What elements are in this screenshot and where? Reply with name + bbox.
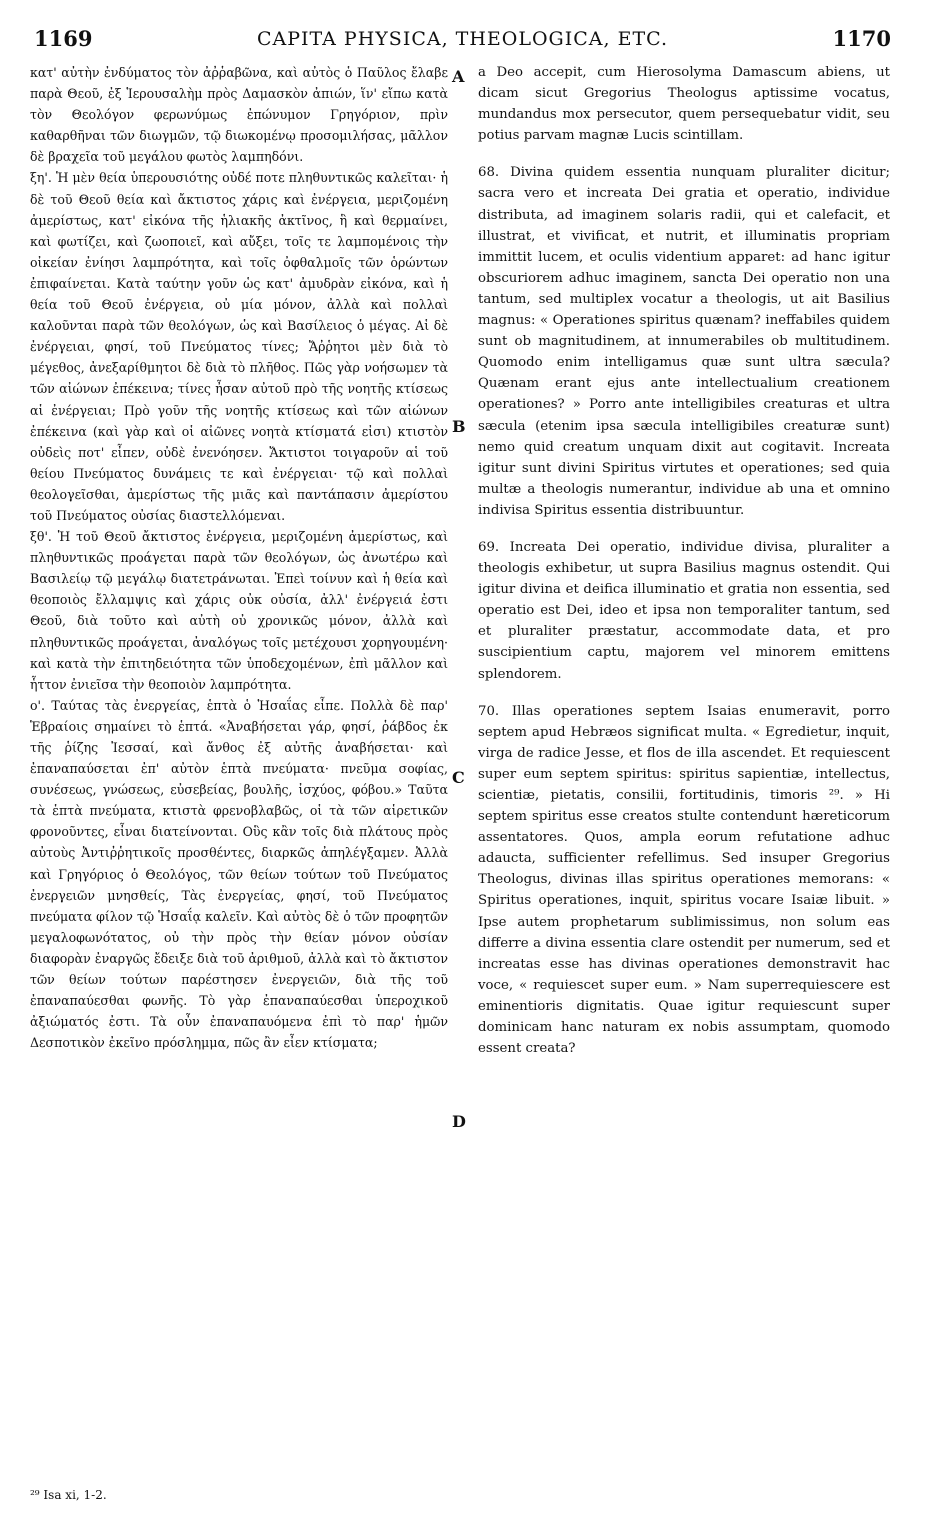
page-number-right: 1170 bbox=[832, 26, 891, 51]
latin-paragraph: a Deo accepit, cum Hierosolyma Damascum abiens, ut dicam sicut Gregorius Theologus aptissime vocatus, mundandus mox persecutor, quem persequebatur vidit, seu potius parvam magnæ Lucis scintillam. bbox=[478, 65, 890, 144]
latin-paragraph: 68. Divina quidem essentia nunquam pluraliter dicitur; sacra vero et increata Dei gratia et operatio, individue distributa, ad imaginem solaris radii, qui et calefacit, et illustrat, et vivificat, et nutrit, et illuminatis propriam immittit lucem, et oculis videntium apparet: ad hanc igitur obscuriorem adhuc imaginem, sancta Dei operatio non una tantum, sed multiplex vocatur a theologis, ut ait Basilius magnus: « Operationes spiritus quænam? ineffabiles quidem sunt ob magnitudinem, at innumerabiles ob multitudinem. Quomodo enim intelligamus quæ sunt ultra sæcula? Quænam erant ejus ante intellectualium creationem operationes? » Porro ante intelligibiles creaturas et ultra sæcula (etenim ipsa sæcula intelligibiles creaturæ sunt) nemo quid creatum unquam dixit aut cogitavit. Increata igitur sunt divini Spiritus virtutes et operationes; sed quia multæ a theologis numerantur, individue ab una et omnino indivisa Spiritus essentia distribuuntur. bbox=[478, 165, 890, 518]
page-number-left: 1169 bbox=[34, 26, 93, 51]
margin-marker-b: B bbox=[452, 417, 466, 436]
margin-marker-d: D bbox=[452, 1112, 466, 1131]
running-title: CAPITA PHYSICA, THEOLOGICA, ETC. bbox=[256, 28, 669, 50]
greek-paragraph: ξη'. Ἡ μὲν θεία ὑπερουσιότης οὐδέ ποτε πληθυντικῶς καλεῖται· ἡ δὲ τοῦ Θεοῦ θεία καὶ ἄκτιστος χάρις καὶ ἐνέργεια, μεριζομένη ἀμερίστως, κατ' εἰκόνα τῆς ἡλιακῆς ἀκτῖνος, ἣ καὶ θερμαίνει, καὶ φωτίζει, καὶ ζωοποιεῖ, καὶ αὔξει, τοῖς τε λαμπομένοις τὴν οἰκείαν ἐνίησι λαμπρότητα, καὶ τοῖς ὀφθαλμοῖς τῶν ὁρώντων ἐπιφαίνεται. Κατὰ ταύτην γοῦν ὡς κατ' ἀμυδρὰν εἰκόνα, καὶ ἡ θεία τοῦ Θεοῦ ἐνέργεια, οὐ μία μόνον, ἀλλὰ καὶ πολλαὶ καλοῦνται παρὰ τῶν θεολόγων, ὡς καὶ Βασίλειος ὁ μέγας. Αἱ δὲ ἐνέργειαι, φησί, τοῦ Πνεύματος τίνες; Ἄῤῥητοι μὲν διὰ τὸ μέγεθος, ἀνεξαρίθμητοι δὲ διὰ τὸ πλῆθος. Πῶς γὰρ νοήσωμεν τὰ τῶν αἰώνων ἐπέκεινα; τίνες ἦσαν αὐτοῦ πρὸ τῆς νοητῆς κτίσεως αἱ ἐνέργειαι; Πρὸ γοῦν τῆς νοητῆς κτίσεως καὶ τῶν αἰώνων ἐπέκεινα (καὶ γὰρ καὶ οἱ αἰῶνες νοητὰ κτίσματά εἰσι) κτιστὸν οὐδεὶς ποτ' εἶπεν, οὐδὲ ἐνενόησεν. Ἄκτιστοι τοιγαροῦν αἱ τοῦ θείου Πνεύματος δυνάμεις τε καὶ ἐνέργειαι· τῷ καὶ πολλαὶ θεολογεῖσθαι, ἀμερίστως τῆς μιᾶς καὶ παντάπασιν ἀμερίστου τοῦ Πνεύματος οὐσίας διαστελλόμεναι. bbox=[30, 170, 448, 523]
latin-paragraph: 69. Increata Dei operatio, individue divisa, pluraliter a theologis exhibetur, ut supra Basilius magnus ostendit. Qui igitur divina et deifica illuminatio et gratia non essentia, sed operatio est Dei, ideo et ipsa non temporaliter tantum, sed et pluraliter præstatur, accommodate data, et pro suscipientium captu, majorem vel minorem emittens splendorem. bbox=[478, 539, 890, 682]
page-header bbox=[30, 26, 895, 56]
greek-paragraph: ξθ'. Ἡ τοῦ Θεοῦ ἄκτιστος ἐνέργεια, μεριζομένη ἀμερίστως, καὶ πληθυντικῶς προάγεται παρὰ τῶν θεολόγων, ὡς ἀνωτέρω καὶ Βασιλείῳ τῷ μεγάλῳ διατετράνωται. Ἐπεὶ τοίνυν καὶ ἡ θεία καὶ θεοποιὸς ἔλλαμψις καὶ χάρις οὐκ οὐσία, ἀλλ' ἐνέργειά ἐστι Θεοῦ, διὰ τοῦτο καὶ αὐτὴ οὐ χρονικῶς μόνον, ἀλλὰ καὶ πληθυντικῶς προάγεται, ἀναλόγως τοῖς μετέχουσι χορηγουμένη· καὶ κατὰ τὴν ἐπιτηδειότητα τῶν ὑποδεχομένων, ἐπὶ μᾶλλον καὶ ἧττον ἐνιεῖσα τὴν θεοποιὸν λαμπρότητα. bbox=[30, 529, 448, 692]
latin-column bbox=[478, 62, 890, 1059]
greek-paragraph: κατ' αὐτὴν ἐνδύματος τὸν ἀῤῥαβῶνα, καὶ αὐτὸς ὁ Παῦλος ἔλαβε παρὰ Θεοῦ, ἐξ Ἱερουσαλὴμ πρὸς Δαμασκὸν ἀπιών, ἵν' εἴπω κατὰ τὸν Θεολόγον φερωνύμως ἐπώνυμον Γρηγόριον, πρὶν καθαρθῆναι τῶν διωγμῶν, τῷ διωκομένῳ προσομιλήσας, μᾶλλον δὲ βραχεῖα τοῦ μεγάλου φωτὸς λαμπηδόνι. bbox=[30, 65, 448, 165]
margin-marker-c: C bbox=[452, 768, 465, 787]
footnote: ²⁹ Isa xi, 1-2. bbox=[30, 1488, 107, 1502]
greek-paragraph: ο'. Ταύτας τὰς ἐνεργείας, ἑπτὰ ὁ Ἡσαΐας εἶπε. Πολλὰ δὲ παρ' Ἑβραίοις σημαίνει τὸ ἑπτά. «Ἀναβήσεται γάρ, φησί, ῥάβδος ἐκ τῆς ῥίζης Ἰεσσαί, καὶ ἄνθος ἐξ αὐτῆς ἀναβήσεται· καὶ ἐπαναπαύσεται ἐπ' αὐτὸν ἑπτὰ πνεύματα· πνεῦμα σοφίας, συνέσεως, γνώσεως, εὐσεβείας, βουλῆς, ἰσχύος, φόβου.» Ταῦτα τὰ ἑπτὰ πνεύματα, κτιστὰ φρενοβλαβῶς, οἱ τὰ τῶν αἱρετικῶν φρονοῦντες, εἶναι διατείνονται. Οὓς κἂν τοῖς διὰ πλάτους πρὸς αὐτοὺς Ἀντιῤῥητικοῖς προσθέντες, διαρκῶς ἀπηλέγξαμεν. Ἀλλὰ καὶ Γρηγόριος ὁ Θεολόγος, τῶν θείων τούτων τοῦ Πνεύματος ἐνεργειῶν μνησθείς, Τὰς ἐνεργείας, φησί, τοῦ Πνεύματος πνεύματα φίλον τῷ Ἡσαΐᾳ καλεῖν. Καὶ αὐτὸς δὲ ὁ τῶν προφητῶν μεγαλοφωνότατος, οὐ τὴν πρὸς τὴν θείαν μόνον οὐσίαν διαφορὰν ἐναργῶς ἔδειξε διὰ τοῦ ἀριθμοῦ, ἀλλὰ καὶ τὸ ἄκτιστον τῶν θείων τούτων παρέστησεν ἐνεργειῶν, διὰ τῆς τοῦ ἐπαναπαύεσθαι φωνῆς. Τὸ γὰρ ἐπαναπαύεσθαι ὑπεροχικοῦ ἀξιώματός ἐστι. Τὰ οὖν ἐπαναπαυόμενα ἐπὶ τὸ παρ' ἡμῶν Δεσποτικὸν ἐκεῖνο πρόσλημμα, πῶς ἂν εἶεν κτίσματα; bbox=[30, 697, 448, 1051]
greek-column bbox=[30, 62, 448, 1053]
margin-marker-a: A bbox=[452, 67, 465, 86]
latin-paragraph: 70. Illas operationes septem Isaias enumeravit, porro septem apud Hebræos significat multa. « Egredietur, inquit, virga de radice Jesse, et flos de illa ascendet. Et requiescent super eum septem spiritus: spiritus sapientiæ, intellectus, scientiæ, pietatis, consilii, fortitudinis, timoris ²⁹. » Hi septem spiritus esse creatos stulte contendunt hæreticorum assentatores. Quos, ampla eorum refutatione adhuc adaucta, sufficienter refellimus. Sed insuper Gregorius Theologus, divinas illas spiritus operationes memorans: « Spiritus operationes, inquit, spiritus vocare Isaiæ libuit. » Ipse autem prophetarum sublimissimus, non solum eas differre a divina essentia clare ostendit per numerum, sed et increatas esse has divinas operationes demonstravit hac voce, « requiescet super eum. » Nam superrequiescere est eminentioris dignitatis. Quae igitur requiescunt super dominicam hanc naturam ex nobis assumptam, quomodo essent creata? bbox=[478, 703, 890, 1057]
